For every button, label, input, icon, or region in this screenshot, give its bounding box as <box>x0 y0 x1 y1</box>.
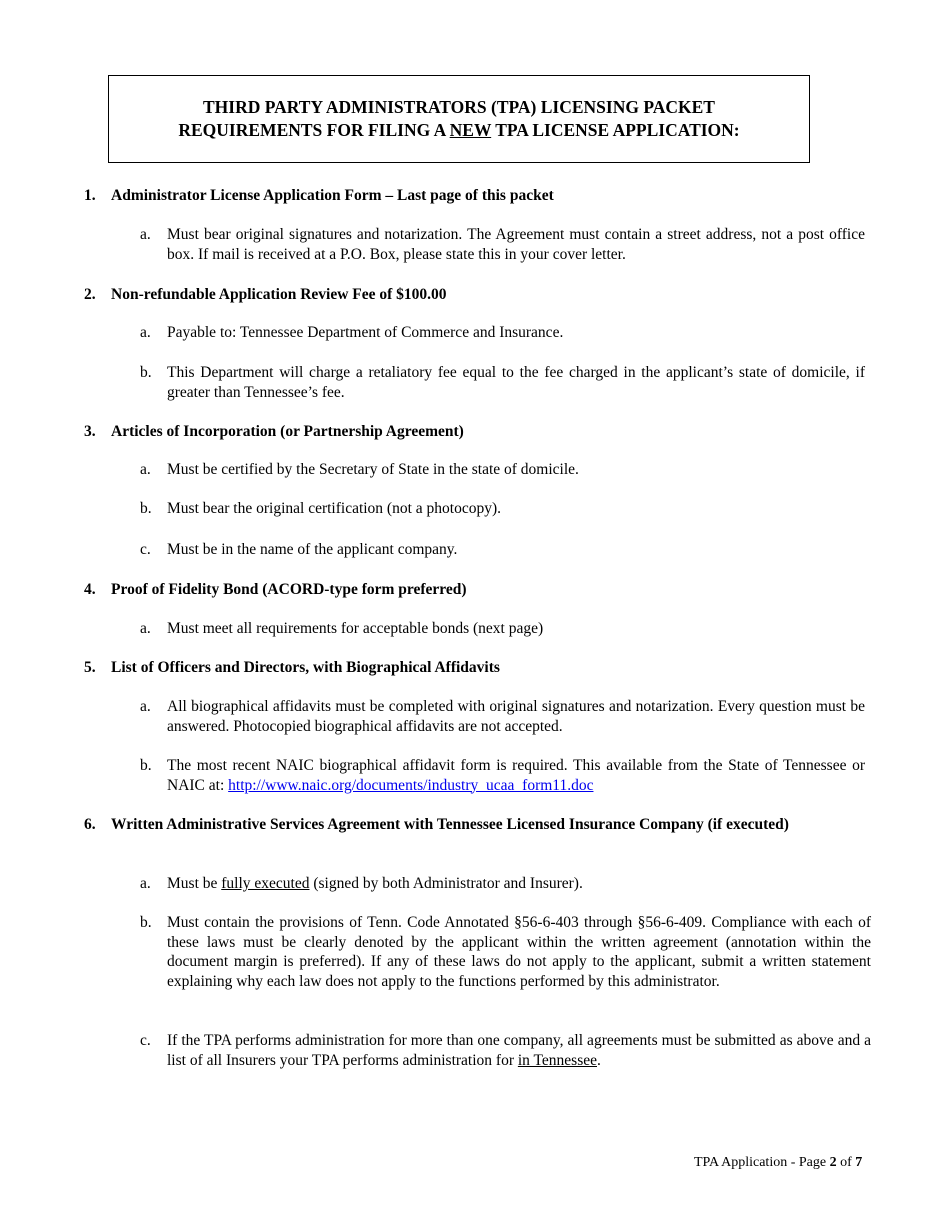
item-letter: b. <box>140 364 152 381</box>
title-new-emphasis: NEW <box>449 120 492 140</box>
item-text-body: The most recent NAIC biographical affidavit form is required. This available from the State of Tennessee or NAIC at: <box>167 757 865 794</box>
item-letter: a. <box>140 226 151 243</box>
item-letter: b. <box>140 757 152 774</box>
fully-executed-underlined: fully executed <box>221 875 310 892</box>
title-line-2 <box>109 119 809 142</box>
section-number: 6. <box>84 816 96 833</box>
section-number: 3. <box>84 423 96 440</box>
section-title: Non-refundable Application Review Fee of $100.00 <box>111 286 447 303</box>
item-text: Must be certified by the Secretary of State in the state of domicile. <box>167 461 579 478</box>
item-text-pre: If the TPA performs administration for more than one company, all agreements must be submitted as above and a list of all Insurers your TPA performs administration for <box>167 1032 871 1069</box>
naic-form-link[interactable]: http://www.naic.org/documents/industry_ucaa_form11.doc <box>228 776 594 794</box>
item-letter: a. <box>140 461 151 478</box>
in-tennessee-underlined: in Tennessee <box>517 1051 597 1069</box>
footer-of: of <box>836 1155 856 1170</box>
item-text <box>167 756 865 795</box>
section-number: 5. <box>84 659 96 676</box>
section-title: List of Officers and Directors, with Biographical Affidavits <box>111 659 500 676</box>
item-text-pre: Must be <box>167 875 222 892</box>
item-text: Must meet all requirements for acceptable bonds (next page) <box>167 620 544 637</box>
title-line-1: THIRD PARTY ADMINISTRATORS (TPA) LICENSING PACKET <box>203 97 715 117</box>
item-letter: c. <box>140 541 151 558</box>
item-letter: c. <box>140 1032 151 1049</box>
section-number: 4. <box>84 581 96 598</box>
item-text: Must be in the name of the applicant company. <box>167 541 458 558</box>
item-letter: a. <box>140 698 151 715</box>
section-title: Administrator License Application Form – Last page of this packet <box>111 187 554 204</box>
item-letter: a. <box>140 324 151 341</box>
item-letter: a. <box>140 620 151 637</box>
title-box <box>108 75 810 163</box>
item-text: Payable to: Tennessee Department of Commerce and Insurance. <box>167 324 564 341</box>
footer-total-pages: 7 <box>855 1155 863 1170</box>
title-line-2-post: TPA LICENSE APPLICATION: <box>491 120 740 140</box>
item-text: All biographical affidavits must be completed with original signatures and notarization. Every question must be answered. Photocopied biographical affidavits are not accepted. <box>167 698 865 735</box>
item-letter: b. <box>140 500 152 517</box>
item-letter: b. <box>140 914 152 931</box>
section-number: 1. <box>84 187 96 204</box>
item-text: This Department will charge a retaliatory fee equal to the fee charged in the applicant’s state of domicile, if greater than Tennessee’s fee. <box>167 364 865 401</box>
item-letter: a. <box>140 875 151 892</box>
item-text: Must contain the provisions of Tenn. Code Annotated §56-6-403 through §56-6-409. Compliance with each of these laws must be clearly denoted by the applicant within the written agreement (annotation within the document margin is preferred). If any of these laws do not apply to the applicant, submit a written statement explaining why each law does not apply to the functions performed by this administrator. <box>167 914 871 990</box>
section-number: 2. <box>84 286 96 303</box>
item-text: Must bear original signatures and notarization. The Agreement must contain a street address, not a post office box. If mail is received at a P.O. Box, please state this in your cover letter. <box>167 226 865 263</box>
section-title: Articles of Incorporation (or Partnership Agreement) <box>111 423 464 440</box>
item-text: Must bear the original certification (not a photocopy). <box>167 500 502 517</box>
section-title: Proof of Fidelity Bond (ACORD-type form preferred) <box>111 581 467 598</box>
section-title: Written Administrative Services Agreement with Tennessee Licensed Insurance Company (if executed) <box>111 816 789 833</box>
item-text-post: . <box>597 1051 601 1069</box>
item-text <box>167 1031 871 1070</box>
item-text <box>167 874 865 894</box>
footer-prefix: TPA Application - Page <box>694 1155 830 1170</box>
item-text-post: (signed by both Administrator and Insurer). <box>309 875 583 892</box>
page-footer <box>694 1153 862 1173</box>
title-line-2-pre: REQUIREMENTS FOR FILING A <box>178 120 450 140</box>
footer-page-number: 2 <box>829 1155 837 1170</box>
